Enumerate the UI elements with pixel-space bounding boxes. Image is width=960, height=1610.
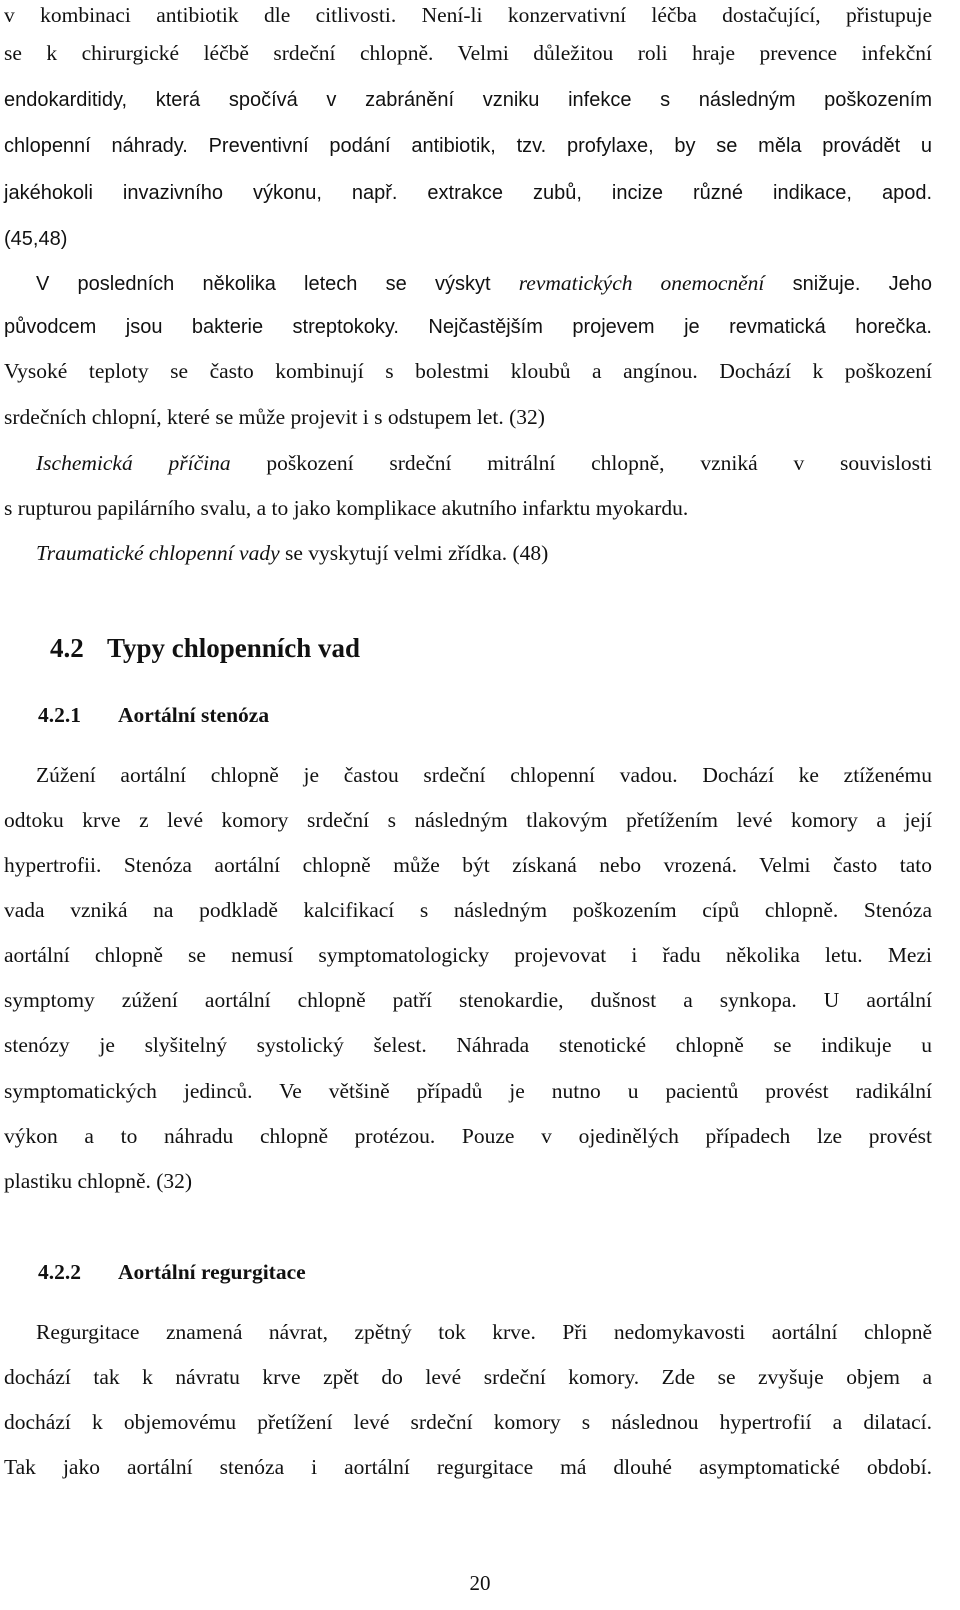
text-line: v kombinaci antibiotik dle citlivosti. Není-li konzervativní léčba dostačující, přistupuje bbox=[4, 3, 932, 27]
text-line: Regurgitace znamená návrat, zpětný tok krve. Při nedomykavosti aortální chlopně bbox=[36, 1320, 932, 1344]
text-line: Tak jako aortální stenóza i aortální regurgitace má dlouhé asymptomatické období. bbox=[4, 1455, 932, 1479]
text-line: dochází k objemovému přetížení levé srdeční komory s následnou hypertrofií a dilatací. bbox=[4, 1410, 932, 1434]
text-line: srdečních chlopní, které se může projevit i s odstupem let. (32) bbox=[4, 405, 545, 429]
text-line: Traumatické chlopenní vady se vyskytují velmi zřídka. (48) bbox=[36, 541, 549, 565]
text-line: dochází tak k návratu krve zpět do levé srdeční komory. Zde se zvyšuje objem a bbox=[4, 1365, 932, 1389]
text-line: stenózy je slyšitelný systolický šelest. Náhrada stenotické chlopně se indikuje u bbox=[4, 1033, 932, 1057]
text-line: aortální chlopně se nemusí symptomatologicky projevovat i řadu několika letu. Mezi bbox=[4, 943, 932, 967]
text-line: Zúžení aortální chlopně je častou srdeční chlopenní vadou. Dochází ke ztíženému bbox=[36, 763, 932, 787]
text-line: výkon a to náhradu chlopně protézou. Pouze v ojedinělých případech lze provést bbox=[4, 1124, 932, 1148]
text-line: vada vzniká na podkladě kalcifikací s následným poškozením cípů chlopně. Stenóza bbox=[4, 898, 932, 922]
text-line: odtoku krve z levé komory srdeční s následným tlakovým přetížením levé komory a její bbox=[4, 808, 932, 832]
text-line: původcem jsou bakterie streptokoky. Nejčastějším projevem je revmatická horečka. bbox=[4, 316, 932, 338]
page-number: 20 bbox=[469, 1571, 491, 1595]
text-line: plastiku chlopně. (32) bbox=[4, 1169, 193, 1193]
text-line: jakéhokoli invazivního výkonu, např. extrakce zubů, incize různé indikace, apod. bbox=[4, 182, 932, 204]
text-line: s rupturou papilárního svalu, a to jako komplikace akutního infarktu myokardu. bbox=[4, 496, 689, 520]
text-line: V posledních několika letech se výskyt revmatických onemocnění snižuje. Jeho bbox=[36, 271, 932, 295]
text-line: Vysoké teploty se často kombinují s bolestmi kloubů a angínou. Dochází k poškození bbox=[4, 359, 932, 383]
section-heading: 4.2 Typy chlopenních vad bbox=[50, 633, 361, 663]
text-line: symptomy zúžení aortální chlopně patří stenokardie, dušnost a synkopa. U aortální bbox=[4, 988, 932, 1012]
text-line: chlopenní náhrady. Preventivní podání antibiotik, tzv. profylaxe, by se měla provádět u bbox=[4, 135, 932, 157]
text-line: hypertrofii. Stenóza aortální chlopně může být získaná nebo vrozená. Velmi často tato bbox=[4, 853, 932, 877]
text-line: endokarditidy, která spočívá v zabránění vzniku infekce s následným poškozením bbox=[4, 89, 932, 111]
text-line: (45,48) bbox=[4, 228, 68, 250]
subsection-heading: 4.2.1 Aortální stenóza bbox=[38, 703, 270, 727]
text-line: se k chirurgické léčbě srdeční chlopně. Velmi důležitou roli hraje prevence infekční bbox=[4, 41, 932, 65]
text-line: symptomatických jedinců. Ve většině případů je nutno u pacientů provést radikální bbox=[4, 1079, 932, 1103]
text-line: Ischemická příčina poškození srdeční mitrální chlopně, vzniká v souvislosti bbox=[36, 451, 932, 475]
subsection-heading: 4.2.2 Aortální regurgitace bbox=[38, 1260, 306, 1284]
